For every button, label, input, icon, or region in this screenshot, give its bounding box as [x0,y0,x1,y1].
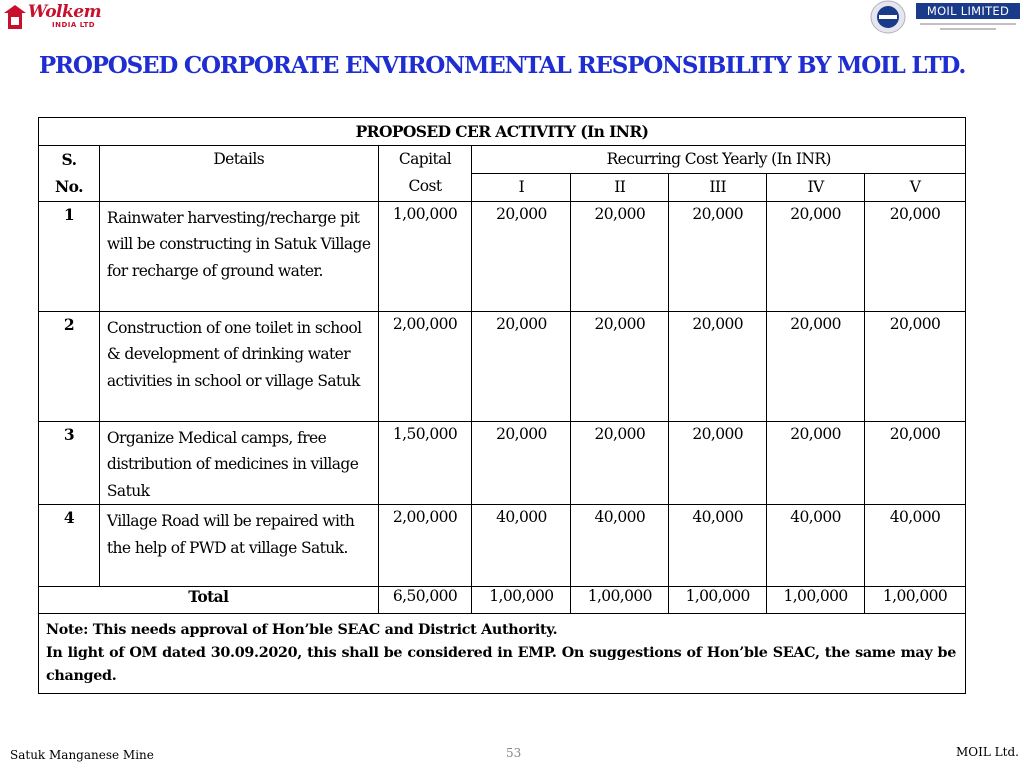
wolkem-logo [2,2,110,34]
total-yearly-cost: 1,00,000 [571,587,669,614]
year-header: III [669,174,767,202]
table-row [39,312,966,422]
row-details: Rainwater harvesting/recharge pit will be constructing in Satuk Village for recharge of ground water. [99,202,378,312]
row-yearly-cost: 20,000 [571,202,669,312]
total-label: Total [39,587,379,614]
table-caption: PROPOSED CER ACTIVITY (In INR) [39,118,966,146]
row-yearly-cost: 20,000 [865,312,966,422]
total-yearly-cost: 1,00,000 [472,587,571,614]
table-note [39,614,966,694]
row-yearly-cost: 40,000 [865,505,966,587]
row-yearly-cost: 40,000 [571,505,669,587]
row-yearly-cost: 20,000 [669,202,767,312]
moil-logo [870,0,1022,34]
note-line-2: In light of OM dated 30.09.2020, this shall be considered in EMP. On suggestions of Hon’ble SEAC, the same may be changed. [46,645,956,685]
moil-logo-subtitle [918,21,1018,33]
row-yearly-cost: 40,000 [767,505,865,587]
row-yearly-cost: 20,000 [669,312,767,422]
row-yearly-cost: 20,000 [767,202,865,312]
row-yearly-cost: 20,000 [571,312,669,422]
row-capital-cost: 2,00,000 [378,505,472,587]
wolkem-emblem-icon [2,3,28,33]
year-header: IV [767,174,865,202]
row-capital-cost: 1,50,000 [378,422,472,505]
total-yearly-cost: 1,00,000 [669,587,767,614]
column-header-details: Details [99,146,378,202]
footer-project-name: Satuk Manganese Mine [10,748,154,762]
sno-header-line2: No. [55,177,83,196]
column-header-recurring-cost: Recurring Cost Yearly (In INR) [472,146,966,174]
sno-header-line1: S. [61,150,77,169]
column-header-sno [39,146,100,202]
total-capital-cost: 6,50,000 [378,587,472,614]
total-yearly-cost: 1,00,000 [865,587,966,614]
footer-page-number: 53 [506,746,522,760]
year-header: V [865,174,966,202]
year-header: II [571,174,669,202]
row-sno: 1 [39,202,100,312]
row-yearly-cost: 20,000 [472,422,571,505]
row-yearly-cost: 20,000 [472,202,571,312]
row-yearly-cost: 40,000 [669,505,767,587]
note-row [39,614,966,694]
row-capital-cost: 1,00,000 [378,202,472,312]
row-sno: 4 [39,505,100,587]
row-sno: 2 [39,312,100,422]
row-sno: 3 [39,422,100,505]
row-details: Organize Medical camps, free distribution of medicines in village Satuk [99,422,378,505]
row-details: Village Road will be repaired with the help of PWD at village Satuk. [99,505,378,587]
wolkem-logo-subtitle: INDIA LTD [52,21,96,29]
row-capital-cost: 2,00,000 [378,312,472,422]
row-yearly-cost: 20,000 [767,422,865,505]
column-header-capital-cost [378,146,472,202]
table-row [39,505,966,587]
row-yearly-cost: 20,000 [472,312,571,422]
total-yearly-cost: 1,00,000 [767,587,865,614]
table-row [39,422,966,505]
row-yearly-cost: 20,000 [767,312,865,422]
row-yearly-cost: 40,000 [472,505,571,587]
table-row [39,202,966,312]
capital-header-line2: Cost [408,177,442,195]
cer-table [38,117,966,694]
row-yearly-cost: 20,000 [669,422,767,505]
row-yearly-cost: 20,000 [571,422,669,505]
wolkem-logo-text: Wolkem [28,2,102,22]
page-title: PROPOSED CORPORATE ENVIRONMENTAL RESPONSIBILITY BY MOIL LTD. [38,52,966,79]
total-row [39,587,966,614]
row-details: Construction of one toilet in school & development of drinking water activities in school or village Satuk [99,312,378,422]
row-yearly-cost: 20,000 [865,202,966,312]
moil-emblem-icon [870,0,906,34]
row-yearly-cost: 20,000 [865,422,966,505]
moil-logo-title: MOIL LIMITED [916,3,1020,19]
capital-header-line1: Capital [398,150,452,168]
note-line-1: Note: This needs approval of Hon’ble SEAC and District Authority. [46,622,558,639]
year-header: I [472,174,571,202]
footer-company: MOIL Ltd. [956,745,1019,759]
